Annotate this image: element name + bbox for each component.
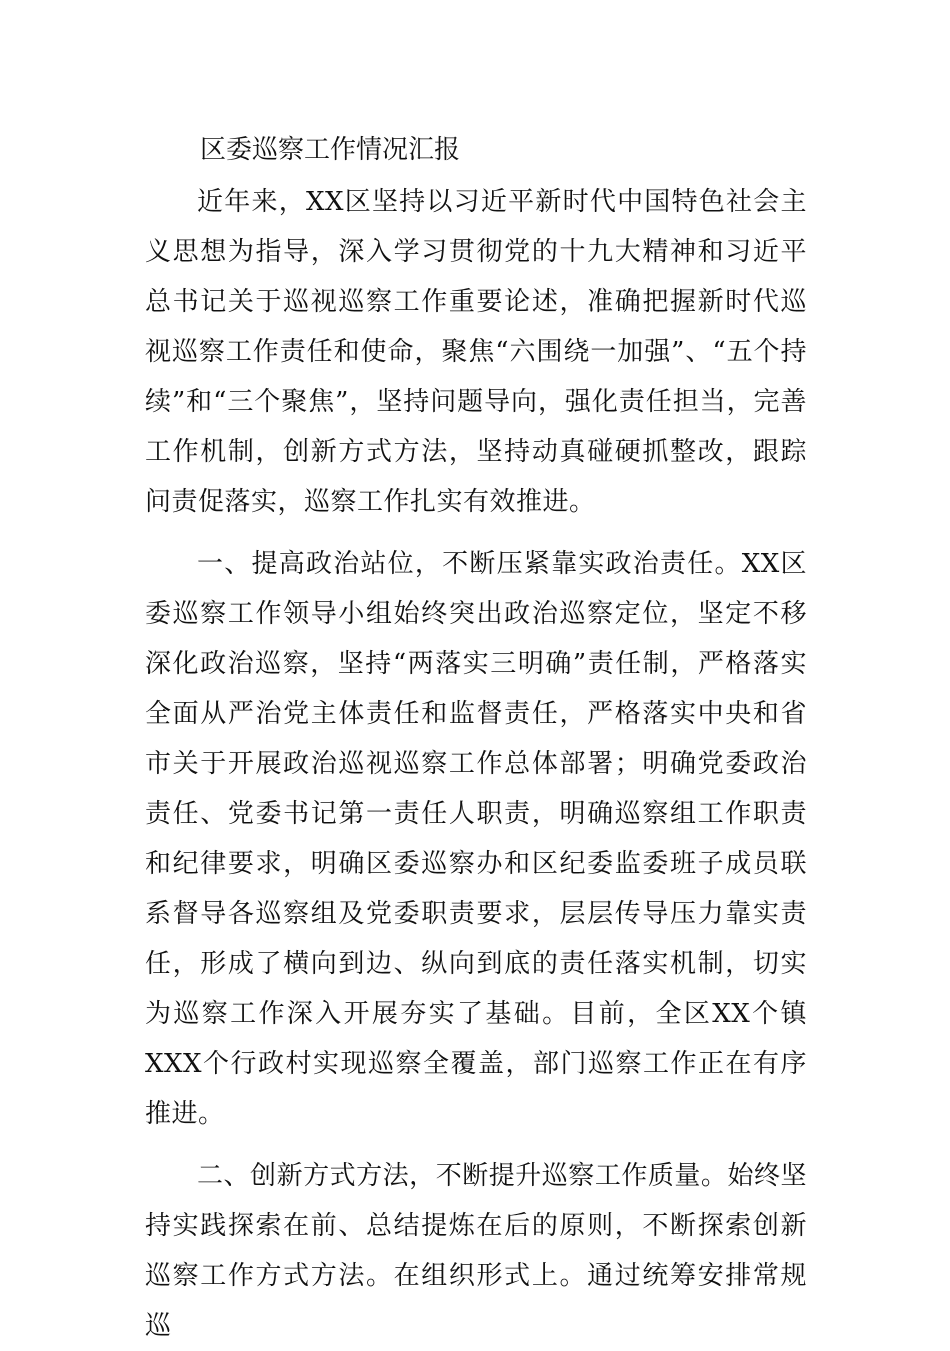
document-title: 区委巡察工作情况汇报 [200, 135, 461, 165]
paragraph-section-two: 二、创新方式方法，不断提升巡察工作质量。始终坚持实践探索在前、总结提炼在后的原则，不断探索创新巡察工作方式方法。在组织形式上。通过统筹安排常规巡 [145, 1161, 807, 1341]
document-body [145, 177, 807, 1351]
paragraph-section-one: 一、提高政治站位，不断压紧靠实政治责任。XX区委巡察工作领导小组始终突出政治巡察定位，坚定不移深化政治巡察，坚持“两落实三明确”责任制，严格落实全面从严治党主体责任和监督责任，严格落实中央和省市关于开展政治巡视巡察工作总体部署；明确党委政治责任、党委书记第一责任人职责，明确巡察组工作职责和纪律要求，明确区委巡察办和区纪委监委班子成员联系督导各巡察组及党委职责要求，层层传导压力靠实责任，形成了横向到边、纵向到底的责任落实机制，切实为巡察工作深入开展夯实了基础。目前，全区XX个镇XXX个行政村实现巡察全覆盖，部门巡察工作正在有序推进。 [145, 549, 807, 1129]
paragraph-gap [145, 1139, 807, 1151]
paragraph-gap [145, 527, 807, 539]
paragraph-intro: 近年来，XX区坚持以习近平新时代中国特色社会主义思想为指导，深入学习贯彻党的十九大精神和习近平总书记关于巡视巡察工作重要论述，准确把握新时代巡视巡察工作责任和使命，聚焦“六围绕一加强”、“五个持续”和“三个聚焦”，坚持问题导向，强化责任担当，完善工作机制，创新方式方法，坚持动真碰硬抓整改，跟踪问责促落实，巡察工作扎实有效推进。 [145, 187, 807, 517]
